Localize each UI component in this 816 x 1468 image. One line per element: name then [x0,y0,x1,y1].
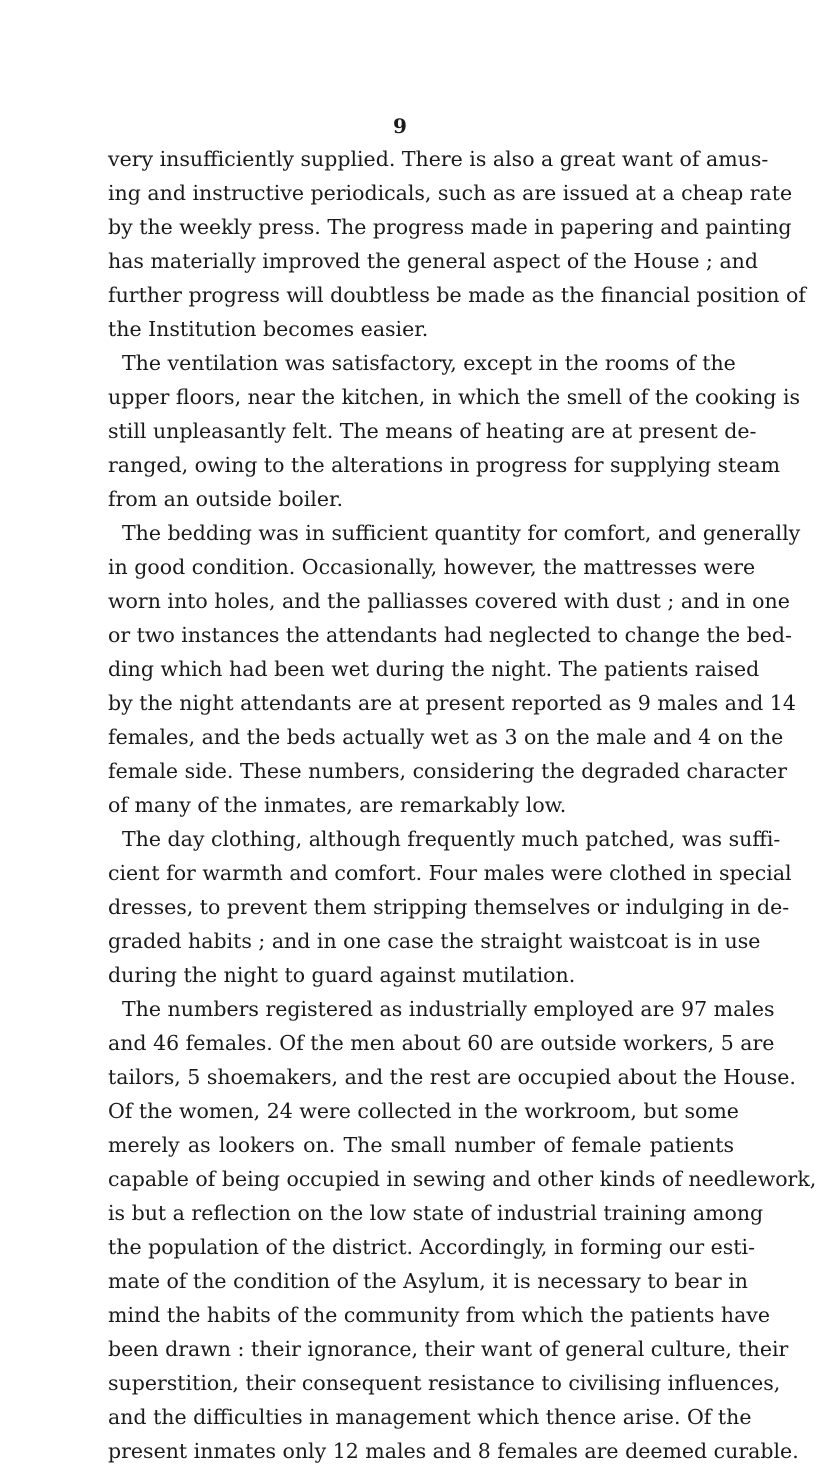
text-line: The numbers registered as industrially employed are 97 males [122,997,775,1021]
text-line: the Institution becomes easier. [108,317,429,341]
text-line: been drawn : their ignorance, their want of general culture, their [108,1337,789,1361]
text-line: ranged, owing to the alterations in progress for supplying steam [108,453,781,477]
text-line: merely as lookers on. The small number of female patients [108,1133,734,1157]
text-line: in good condition. Occasionally, however, the mattresses were [108,555,756,579]
text-line: worn into holes, and the palliasses covered with dust ; and in one [108,589,790,613]
text-line: present inmates only 12 males and 8 females are deemed curable. [108,1439,799,1463]
text-line: females, and the beds actually wet as 3 on the male and 4 on the [108,725,784,749]
text-line: ing and instructive periodicals, such as are issued at a cheap rate [108,181,793,205]
text-line: very insufficiently supplied. There is also a great want of amus- [108,147,769,171]
text-line: and the difficulties in management which thence arise. Of the [108,1405,752,1429]
text-line: The day clothing, although frequently much patched, was suffi- [122,827,781,851]
text-line: upper floors, near the kitchen, in which the smell of the cooking is [108,385,801,409]
text-line: and 46 females. Of the men about 60 are outside workers, 5 are [108,1031,775,1055]
text-line: mind the habits of the community from which the patients have [108,1303,771,1327]
text-line: further progress will doubtless be made as the financial position of [108,283,806,307]
text-line: the population of the district. Accordingly, in forming our esti- [108,1235,756,1259]
text-line: mate of the condition of the Asylum, it is necessary to bear in [108,1269,748,1293]
text-line: has materially improved the general aspect of the House ; and [108,249,758,273]
text-line: by the night attendants are at present reported as 9 males and 14 [108,691,796,715]
body-text [108,142,816,1468]
text-line: Of the women, 24 were collected in the workroom, but some [108,1099,739,1123]
text-line: tailors, 5 shoemakers, and the rest are occupied about the House. [108,1065,796,1089]
text-line: dresses, to prevent them stripping themselves or indulging in de- [108,895,790,919]
text-line: The bedding was in sufficient quantity for comfort, and generally [122,521,801,545]
page-number: 9 [393,114,407,138]
text-line: graded habits ; and in one case the straight waistcoat is in use [108,929,761,953]
text-line: female side. These numbers, considering the degraded character [108,759,788,783]
text-line: superstition, their consequent resistance to civilising influences, [108,1371,781,1395]
text-line: or two instances the attendants had neglected to change the bed- [108,623,792,647]
text-line: is but a reflection on the low state of industrial training among [108,1201,764,1225]
text-line: The ventilation was satisfactory, except in the rooms of the [122,351,736,375]
text-line: still unpleasantly felt. The means of heating are at present de- [108,419,757,443]
text-line: capable of being occupied in sewing and other kinds of needlework, [108,1167,816,1191]
text-line: from an outside boiler. [108,487,344,511]
text-line: cient for warmth and comfort. Four males were clothed in special [108,861,792,885]
text-line: during the night to guard against mutilation. [108,963,576,987]
text-line: of many of the inmates, are remarkably low. [108,793,567,817]
text-line: by the weekly press. The progress made in papering and painting [108,215,792,239]
text-line: ding which had been wet during the night. The patients raised [108,657,760,681]
